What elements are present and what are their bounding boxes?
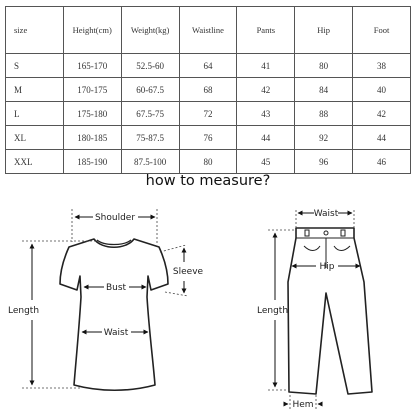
table-cell: 60-67.5 xyxy=(121,78,179,102)
pants-outline-icon xyxy=(288,228,372,394)
bust-label: Bust xyxy=(105,283,127,293)
pants-waist-label: Waist xyxy=(313,209,339,219)
table-cell: 75-87.5 xyxy=(121,126,179,150)
col-pants: Pants xyxy=(237,7,295,54)
table-cell: 165-170 xyxy=(63,54,121,78)
table-cell: 170-175 xyxy=(63,78,121,102)
pants-length-label: Length xyxy=(257,306,289,316)
table-cell: 92 xyxy=(295,126,353,150)
table-cell: 96 xyxy=(295,150,353,174)
table-cell: 52.5-60 xyxy=(121,54,179,78)
table-cell: 84 xyxy=(295,78,353,102)
shoulder-label: Shoulder xyxy=(94,213,136,223)
table-cell: 41 xyxy=(237,54,295,78)
table-cell: 88 xyxy=(295,102,353,126)
sleeve-label: Sleeve xyxy=(172,267,204,277)
table-cell: S xyxy=(6,54,64,78)
table-cell: 43 xyxy=(237,102,295,126)
how-to-measure-heading: how to measure? xyxy=(145,173,271,189)
table-cell: 185-190 xyxy=(63,150,121,174)
col-weight: Weight(kg) xyxy=(121,7,179,54)
hem-label: Hem xyxy=(292,400,314,410)
hip-label: Hip xyxy=(319,262,335,272)
tshirt-diagram xyxy=(8,209,204,390)
table-cell: XXL xyxy=(6,150,64,174)
table-cell: L xyxy=(6,102,64,126)
table-cell: 40 xyxy=(353,78,411,102)
table-cell: 175-180 xyxy=(63,102,121,126)
table-cell: 38 xyxy=(353,54,411,78)
pants-diagram xyxy=(257,209,372,410)
col-waistline: Waistline xyxy=(179,7,237,54)
table-cell: 67.5-75 xyxy=(121,102,179,126)
table-cell: 80 xyxy=(179,150,237,174)
table-cell: 45 xyxy=(237,150,295,174)
shirt-length-label: Length xyxy=(8,306,40,316)
table-cell: 42 xyxy=(353,102,411,126)
col-height: Height(cm) xyxy=(63,7,121,54)
table-cell: 44 xyxy=(237,126,295,150)
table-cell: XL xyxy=(6,126,64,150)
table-cell: 180-185 xyxy=(63,126,121,150)
col-foot: Foot xyxy=(353,7,411,54)
shirt-waist-label: Waist xyxy=(103,328,129,338)
col-hip: Hip xyxy=(295,7,353,54)
table-cell: 42 xyxy=(237,78,295,102)
table-cell: 64 xyxy=(179,54,237,78)
table-cell: M xyxy=(6,78,64,102)
table-cell: 46 xyxy=(353,150,411,174)
table-cell: 87.5-100 xyxy=(121,150,179,174)
table-cell: 44 xyxy=(353,126,411,150)
col-size: size xyxy=(6,7,64,54)
tshirt-outline-icon xyxy=(60,239,168,390)
table-cell: 80 xyxy=(295,54,353,78)
table-cell: 76 xyxy=(179,126,237,150)
table-cell: 68 xyxy=(179,78,237,102)
table-cell: 72 xyxy=(179,102,237,126)
